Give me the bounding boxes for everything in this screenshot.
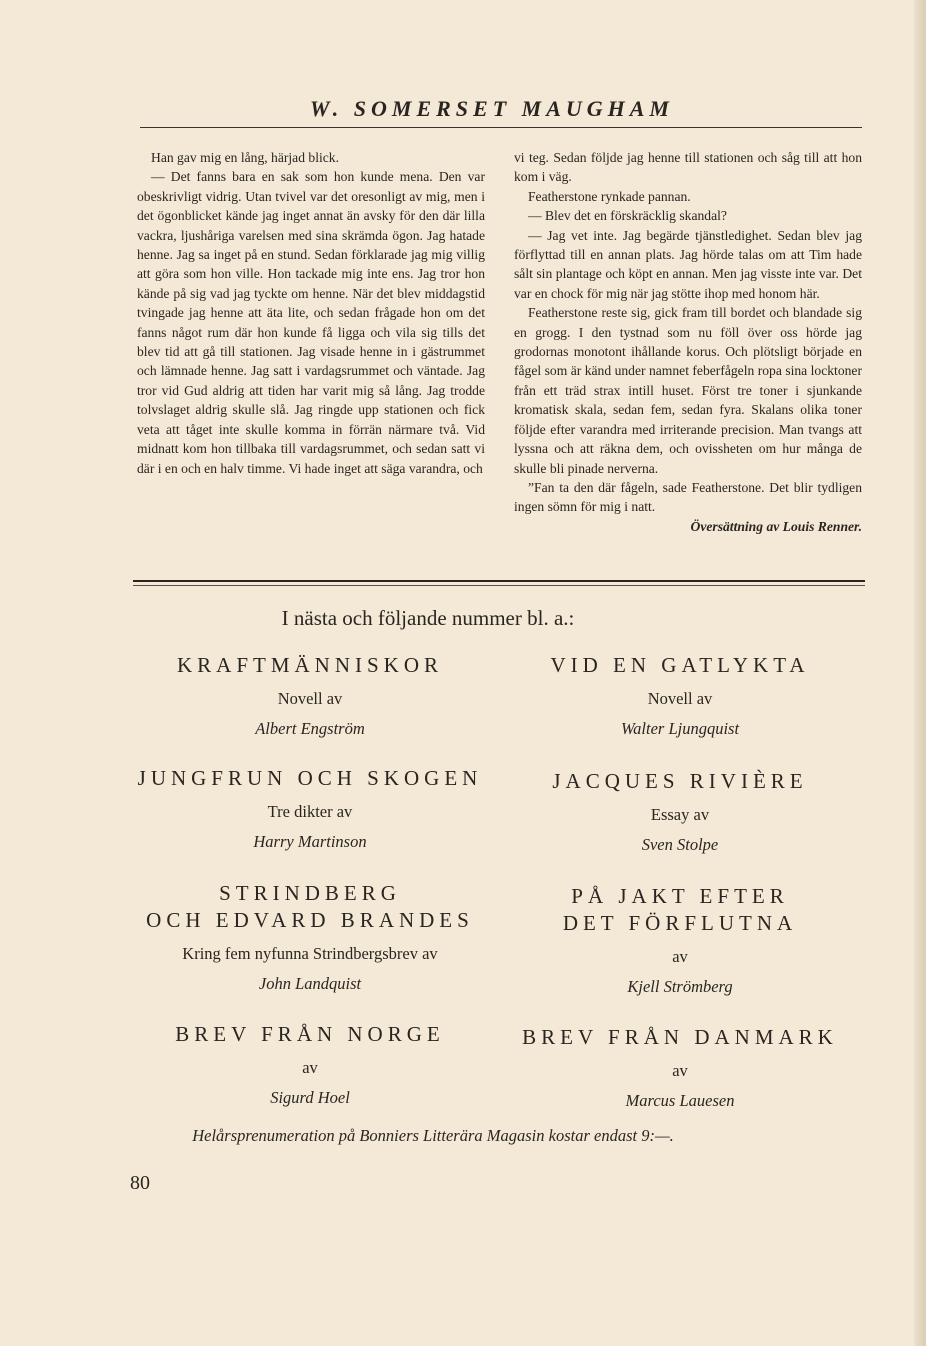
section-rule-thin <box>133 585 865 586</box>
announcement-author: Kjell Strömberg <box>627 977 733 996</box>
announcement-title: KRAFTMÄNNISKOR <box>176 653 444 677</box>
announcement-jacques-riviere <box>500 768 860 855</box>
left-text-column <box>137 148 485 478</box>
announcement-title-line2: DET FÖRFLUTNA <box>562 911 798 935</box>
announcement-vid-en-gatlykta <box>500 652 860 739</box>
announcement-strindberg <box>130 880 490 994</box>
announcement-author: Walter Ljungquist <box>620 719 740 738</box>
announcement-jungfrun-och-skogen <box>130 765 490 852</box>
announcement-title-line2: OCH EDVARD BRANDES <box>146 908 474 932</box>
announcement-subtitle: Novell av <box>277 689 343 708</box>
paragraph: — Det fanns bara en sak som hon kunde mena. Den var obeskrivligt vidrig. Utan tvivel var det oresonligt av mig, men i det ögonblicket kände jag inget annat än avsky för den där lilla vackra, ljushåriga varelsen med sina skrämda ögon. Jag hatade henne. Jag sa inget på en stund. Sedan förklarade jag mig villig att göra som hon ville. Hon tackade mig inte ens. Jag tror hon kände på sig vad jag tyckte om henne. När det blev middagstid tvingade jag henne att äta lite, och sedan frågade hon om det fanns något rum där hon kunde få ligga och vila sig tills det blev tid att gå till stationen. Jag visade henne in i gästrummet och lämnade henne. Jag satt i vardagsrummet och väntade. Jag tror vid Gud aldrig att tiden har varit mig så lång. Jag trodde tolvslaget aldrig skulle slå. Jag ringde upp stationen och fick veta att tåget inte skulle komma in förrän närmare två. Vid midnatt kom hon tillbaka till vardagsrummet, och sedan satt vi där i en och en halv timme. Vi hade inget att säga varandra, och <box>137 169 485 476</box>
announcement-subtitle: Novell av <box>647 689 713 708</box>
running-head: W. SOMERSET MAUGHAM <box>309 96 674 121</box>
announcement-title: VID EN GATLYKTA <box>550 653 810 677</box>
announcement-brev-fran-norge <box>130 1021 490 1108</box>
announcement-title: BREV FRÅN DANMARK <box>522 1025 838 1049</box>
paragraph: Featherstone reste sig, gick fram till bordet och blandade sig en grogg. I den tystnad som nu föll över oss hörde jag grodornas monotont ihållande korus. Och plötsligt började en fågel som är känd under namnet feberfågeln ropa sina locktoner från ett träd strax intill huset. Först tre toner i sjunkande kromatisk skala, sedan fem, sedan fyra. Skalans olika toner följde efter varandra med irriterande precision. Man tvangs att lyssna och att räkna dem, och ovissheten om hur många de skulle bli pinade nerverna. <box>514 305 862 476</box>
announcement-brev-fran-danmark <box>500 1024 860 1111</box>
announcement-subtitle: Tre dikter av <box>267 802 353 821</box>
announcement-title: JUNGFRUN OCH SKOGEN <box>137 766 483 790</box>
header-rule <box>140 127 862 128</box>
announcement-title: BREV FRÅN NORGE <box>175 1022 445 1046</box>
announcement-title-line1: PÅ JAKT EFTER <box>571 884 789 908</box>
announcement-subtitle: Essay av <box>650 805 710 824</box>
announcement-subtitle: Kring fem nyfunna Strindbergsbrev av <box>182 944 438 963</box>
paragraph: — Blev det en förskräcklig skandal? <box>528 208 727 224</box>
announcement-title-line1: STRINDBERG <box>219 881 401 905</box>
announcement-subtitle: av <box>672 947 688 966</box>
announcement-subtitle: av <box>672 1061 688 1080</box>
announcement-author: Marcus Lauesen <box>625 1091 735 1110</box>
announcement-subtitle: av <box>302 1058 318 1077</box>
subscription-note: Helårsprenumeration på Bonniers Litterära Magasin kostar endast 9:—. <box>192 1126 674 1145</box>
translation-credit: Översättning av Louis Renner. <box>690 518 862 534</box>
announcement-title: JACQUES RIVIÈRE <box>552 769 808 793</box>
paragraph: ”Fan ta den där fågeln, sade Featherstone. Det blir tydligen ingen sömn för mig i natt. <box>514 479 862 515</box>
paragraph: vi teg. Sedan följde jag henne till stationen och såg till att hon kom i väg. <box>514 150 862 185</box>
announcement-pa-jakt-efter <box>500 883 860 997</box>
section-rule <box>133 580 865 582</box>
announcement-author: Sven Stolpe <box>641 835 719 854</box>
paragraph: Han gav mig en lång, härjad blick. <box>151 150 339 165</box>
paragraph: Featherstone rynkade pannan. <box>528 188 691 204</box>
next-issue-heading: I nästa och följande nummer bl. a.: <box>281 606 575 630</box>
right-text-column <box>514 148 862 536</box>
page-number: 80 <box>130 1172 150 1194</box>
announcement-author: Albert Engström <box>255 719 365 738</box>
announcement-author: Sigurd Hoel <box>270 1088 350 1107</box>
announcement-author: Harry Martinson <box>253 832 367 851</box>
paragraph: — Jag vet inte. Jag begärde tjänstledighet. Sedan blev jag förflyttad till en annan plats. Jag hörde talas om att Tim hade sålt sin plantage och köpt en annan. Men jag visste inte var. Det var en chock för mig när jag stötte ihop med honom här. <box>514 227 862 301</box>
announcement-author: John Landquist <box>258 974 362 993</box>
announcement-kraftmanniskor <box>130 652 490 739</box>
